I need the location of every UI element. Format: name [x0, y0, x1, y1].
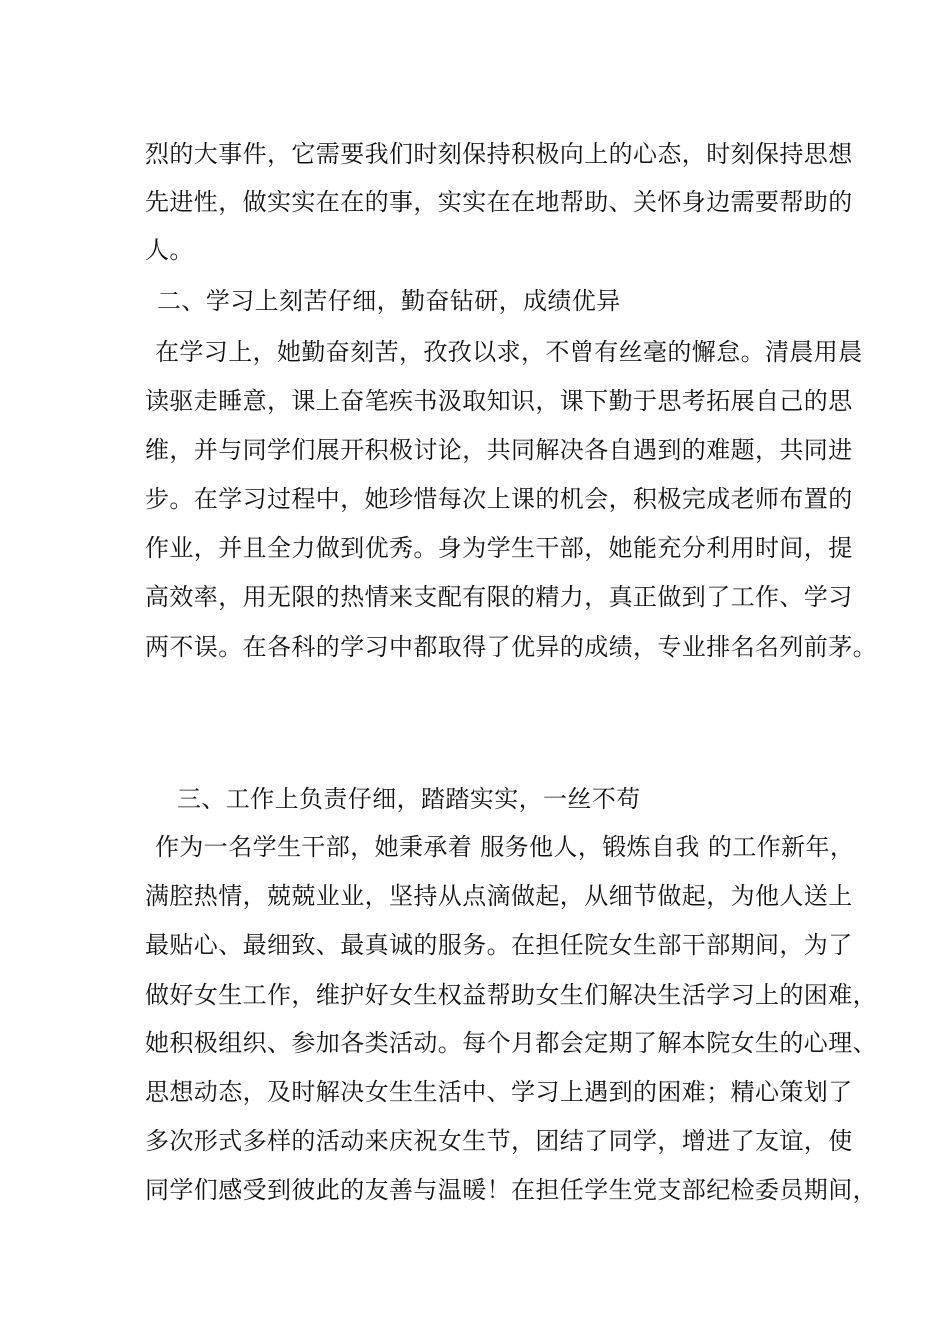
text-line: 满腔热情，兢兢业业，坚持从点滴做起，从细节做起，为他人送上 [145, 882, 853, 910]
text-line: 最贴心、最细致、最真诚的服务。在担任院女生部干部期间，为了 [145, 931, 853, 959]
text-line: 做好女生工作，维护好女生权益帮助女生们解决生活学习上的困难， [145, 981, 877, 1009]
text-line: 维，并与同学们展开积极讨论，共同解决各自遇到的难题，共同进 [145, 436, 853, 464]
text-line: 思想动态，及时解决女生生活中、学习上遇到的困难；精心策划了 [145, 1078, 853, 1106]
text-line: 先进性，做实实在在的事，实实在在地帮助、关怀身边需要帮助的 [145, 188, 853, 216]
text-line: 作为一名学生干部，她秉承着 服务他人，锻炼自我 的工作新年， [155, 833, 855, 861]
text-line: 步。在学习过程中，她珍惜每次上课的机会，积极完成老师布置的 [145, 485, 853, 513]
text-line: 作业，并且全力做到优秀。身为学生干部，她能充分利用时间，提 [145, 534, 853, 562]
text-line: 她积极组织、参加各类活动。每个月都会定期了解本院女生的心理、 [145, 1029, 877, 1057]
text-line: 人。 [145, 236, 194, 264]
text-line: 多次形式多样的活动来庆祝女生节，团结了同学，增进了友谊，使 [145, 1127, 853, 1155]
section-heading: 三、工作上负责仔细，踏踏实实，一丝不苟 [177, 785, 641, 813]
text-line: 同学们感受到彼此的友善与温暖！在担任学生党支部纪检委员期间， [145, 1176, 877, 1204]
text-line: 烈的大事件，它需要我们时刻保持积极向上的心态，时刻保持思想 [145, 140, 853, 168]
text-line: 高效率，用无限的热情来支配有限的精力，真正做到了工作、学习 [145, 583, 853, 611]
text-line: 在学习上，她勤奋刻苦，孜孜以求，不曾有丝毫的懈怠。清晨用晨 [155, 338, 863, 366]
text-line: 两不误。在各科的学习中都取得了优异的成绩，专业排名名列前茅。 [145, 633, 877, 661]
text-line: 读驱走睡意，课上奋笔疾书汲取知识，课下勤于思考拓展自己的思 [145, 387, 853, 415]
section-heading: 二、学习上刻苦仔细，勤奋钻研，成绩优异 [157, 287, 621, 315]
